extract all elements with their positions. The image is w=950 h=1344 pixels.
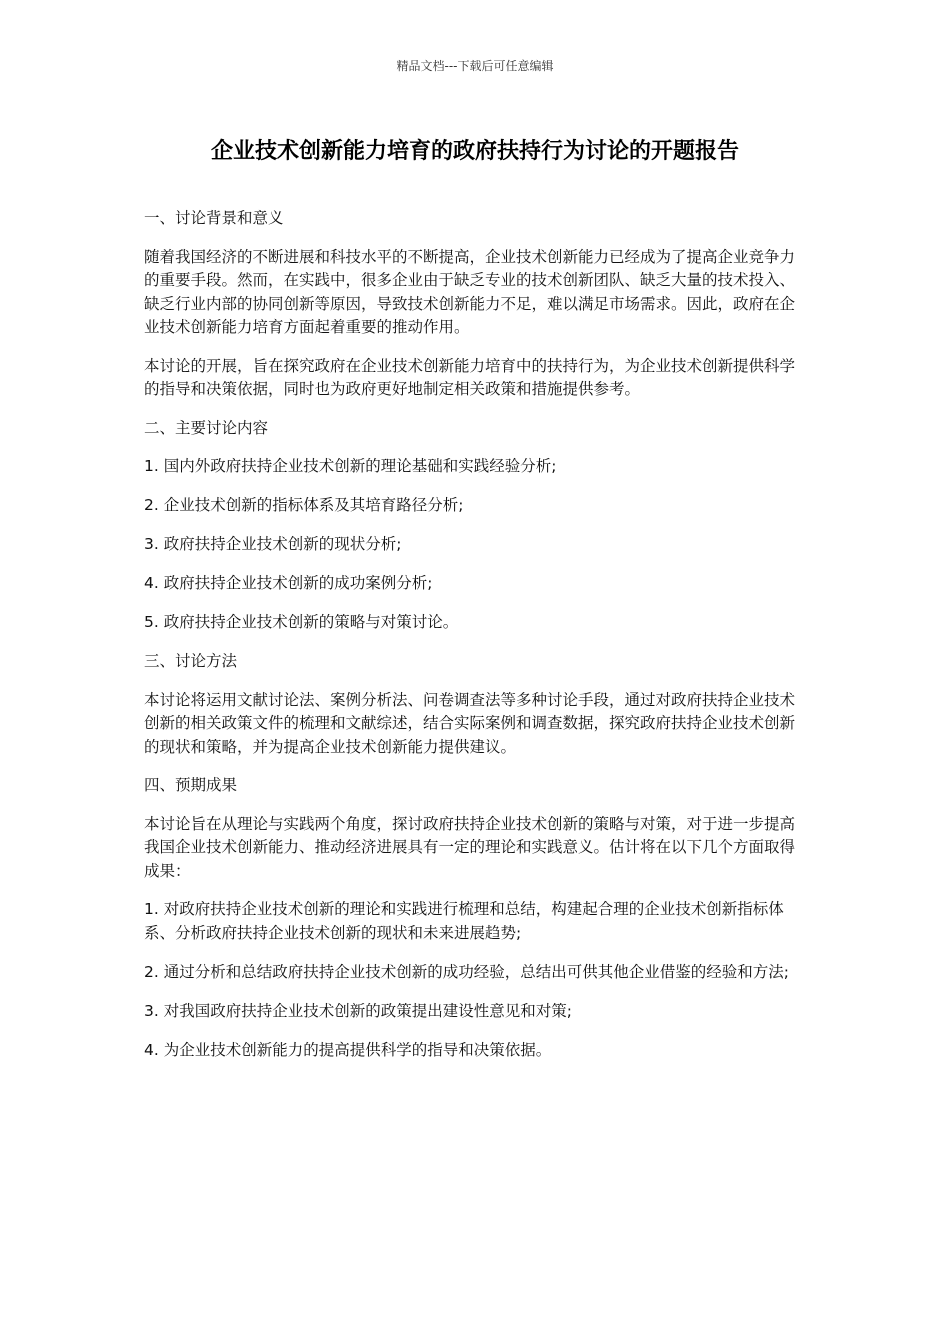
results-item-3: 3. 对我国政府扶持企业技术创新的政策提出建设性意见和对策; (144, 1001, 572, 1020)
section-heading-content: 二、主要讨论内容 (144, 418, 269, 437)
method-paragraph: 本讨论将运用文献讨论法、案例分析法、问卷调查法等多种讨论手段，通过对政府扶持企业技术创新的相关政策文件的梳理和文献综述，结合实际案例和调查数据，探究政府扶持企业技术创新的现状和策略，并为提高企业技术创新能力提供建议。 (144, 690, 796, 756)
section-heading-background: 一、讨论背景和意义 (144, 209, 284, 227)
background-paragraph-1: 随着我国经济的不断进展和科技水平的不断提高，企业技术创新能力已经成为了提高企业竞争力的重要手段。然而，在实践中，很多企业由于缺乏专业的技术创新团队、缺乏大量的技术投入、缺乏行业内部的协同创新等原因，导致技术创新能力不足，难以满足市场需求。因此，政府在企业技术创新能力培育方面起着重要的推动作用。 (144, 247, 796, 336)
content-item-3: 3. 政府扶持企业技术创新的现状分析; (144, 535, 402, 553)
results-item-4: 4. 为企业技术创新能力的提高提供科学的指导和决策依据。 (144, 1040, 552, 1059)
results-item-1: 1. 对政府扶持企业技术创新的理论和实践进行梳理和总结，构建起合理的企业技术创新指标体系、分析政府扶持企业技术创新的现状和未来进展趋势; (144, 900, 784, 942)
results-item-2: 2. 通过分析和总结政府扶持企业技术创新的成功经验，总结出可供其他企业借鉴的经验和方法; (144, 962, 789, 981)
content-item-4: 4. 政府扶持企业技术创新的成功案例分析; (144, 574, 433, 592)
header-note: 精品文档---下载后可任意编辑 (396, 59, 554, 73)
content-item-1: 1. 国内外政府扶持企业技术创新的理论基础和实践经验分析; (144, 457, 557, 475)
content-item-5: 5. 政府扶持企业技术创新的策略与对策讨论。 (144, 613, 459, 631)
section-heading-results: 四、预期成果 (144, 776, 238, 794)
section-heading-method: 三、讨论方法 (144, 652, 238, 670)
document-body (144, 207, 804, 1078)
content-item-2: 2. 企业技术创新的指标体系及其培育路径分析; (144, 496, 464, 514)
background-paragraph-2: 本讨论的开展，旨在探究政府在企业技术创新能力培育中的扶持行为，为企业技术创新提供科学的指导和决策依据，同时也为政府更好地制定相关政策和措施提供参考。 (144, 356, 796, 398)
results-paragraph: 本讨论旨在从理论与实践两个角度，探讨政府扶持企业技术创新的策略与对策，对于进一步提高我国企业技术创新能力、推动经济进展具有一定的理论和实践意义。估计将在以下几个方面取得成果： (144, 814, 796, 880)
document-title: 企业技术创新能力培育的政府扶持行为讨论的开题报告 (210, 139, 739, 164)
